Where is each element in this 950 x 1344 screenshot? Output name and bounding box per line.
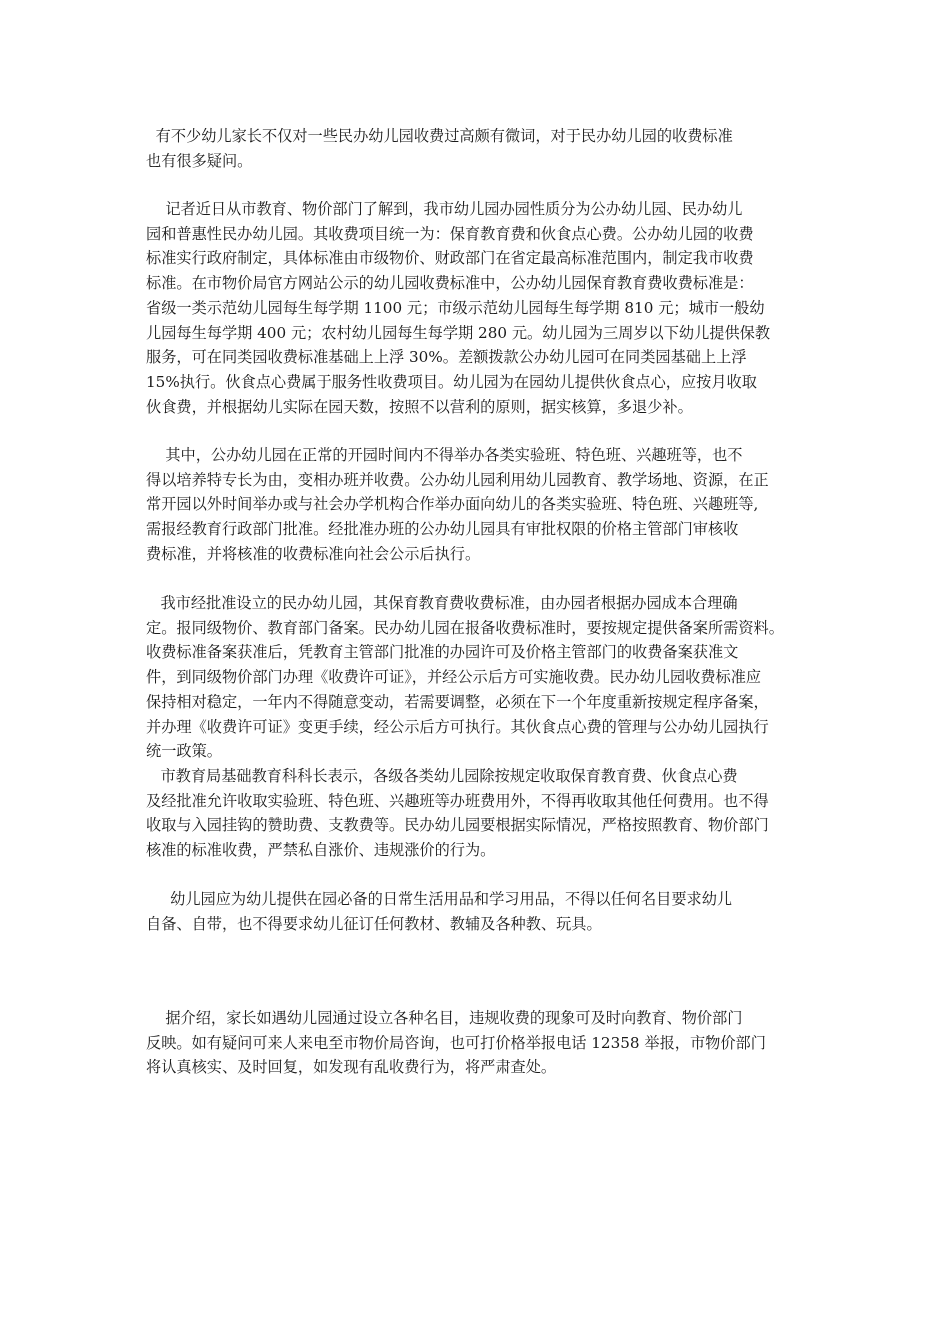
paragraph-private-kindergarten: 我市经批准设立的民办幼儿园，其保育教育费收费标准，由办园者根据办园成本合理确 定。报同级物价、教育部门备案。民办幼儿园在报备收费标准时，要按规定提供备案所需资料。 收费标准备案获准后，凭教育主管部门批准的办园许可及价格主管部门的收费备案获准文 件，到同级物价部门办理《收费许可证》，并经公示后方可实施收费。民办幼儿园收费标准应 保持相对稳定，一年内不得随意变动，若需要调整，必须在下一个年度重新按规定程序备案， 并办理《收费许可证》变更手续，经公示后方可执行。其伙食点心费的管理与公办幼儿园执行 统一政策。 [146,594,784,761]
paragraph-intro: 有不少幼儿家长不仅对一些民办幼儿园收费过高颇有微词，对于民办幼儿园的收费标准 也有很多疑问。 [146,127,733,170]
paragraph-fee-standards: 记者近日从市教育、物价部门了解到，我市幼儿园办园性质分为公办幼儿园、民办幼儿 园和普惠性民办幼儿园。其收费项目统一为：保育教育费和伙食点心费。公办幼儿园的收费 标准实行政府制定，具体标准由市级物价、财政部门在省定最高标准范围内，制定我市收费 标准。在市物价局官方网站公示的幼儿园收费标准中，公办幼儿园保育教育费收费标准是： 省级一类示范幼儿园每生每学期 1100 元；市级示范幼儿园每生每学期 810 元；城市一般幼 儿园每生每学期 400 元；农村幼儿园每生每学期 280 元。幼儿园为三周岁以下幼儿提供保教 服务，可在同类园收费标准基础上上浮 30%。差额拨款公办幼儿园可在同类园基础上上浮 15%执行。伙食点心费属于服务性收费项目。幼儿园为在园幼儿提供伙食点心，应按月收取 伙食费，并根据幼儿实际在园天数，按照不以营利的原则，据实核算，多退少补。 [146,200,771,416]
paragraph-supplies: 幼儿园应为幼儿提供在园必备的日常生活用品和学习用品，不得以任何名目要求幼儿 自备、自带，也不得要求幼儿征订任何教材、教辅及各种教、玩具。 [146,890,733,933]
paragraph-public-classes: 其中，公办幼儿园在正常的开园时间内不得举办各类实验班、特色班、兴趣班等，也不 得以培养特专长为由，变相办班并收费。公办幼儿园利用幼儿园教育、教学场地、资源，在正 常开园以外时间举办或与社会办学机构合作举办面向幼儿的各类实验班、特色班、兴趣班等, 需报经教育行政部门批准。经批准办班的公办幼儿园具有审批权限的价格主管部门审核收 费标准，并将核准的收费标准向社会公示后执行。 [146,446,769,563]
paragraph-bureau-statement: 市教育局基础教育科科长表示，各级各类幼儿园除按规定收取保育教育费、伙食点心费 及经批准允许收取实验班、特色班、兴趣班等办班费用外，不得再收取其他任何费用。也不得 收取与入园挂钩的赞助费、支教费等。民办幼儿园要根据实际情况，严格按照教育、物价部门 核准的标准收费，严禁私自涨价、违规涨价的行为。 [146,767,769,860]
paragraph-complaints: 据介绍，家长如遇幼儿园通过设立各种名目，违规收费的现象可及时向教育、物价部门 反映。如有疑问可来人来电至市物价局咨询，也可打价格举报电话 12358 举报，市物价部门 将认真核实、及时回复，如发现有乱收费行为，将严肃查处。 [146,1009,766,1077]
